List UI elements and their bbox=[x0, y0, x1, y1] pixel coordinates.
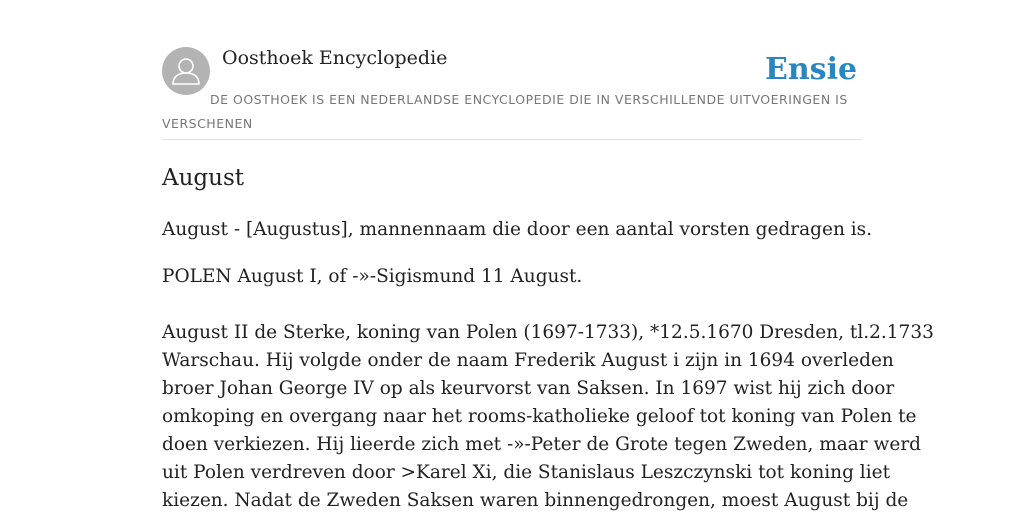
body-line: omkoping en overgang naar het rooms-katholieke geloof tot koning van Polen te bbox=[162, 406, 917, 427]
article-intro: August - [Augustus], mannennaam die door een aantal vorsten gedragen is. bbox=[162, 219, 873, 240]
header-divider bbox=[162, 139, 862, 140]
article-section-polen: POLEN August I, of -»-Sigismund 11 August. bbox=[162, 266, 583, 287]
article-title: August bbox=[162, 165, 245, 191]
body-line: August II de Sterke, koning van Polen (1697-1733), *12.5.1670 Dresden, tl.2.1733 bbox=[162, 322, 934, 343]
body-line: doen verkiezen. Hij lieerde zich met -»-Peter de Grote tegen Zweden, maar werd bbox=[162, 434, 922, 455]
site-tagline: DE OOSTHOEK IS EEN NEDERLANDSE ENCYCLOPEDIE DIE IN VERSCHILLENDE UITVOERINGEN IS VERSCHENEN bbox=[162, 92, 848, 131]
article-body bbox=[162, 319, 934, 512]
body-line: broer Johan George IV op als keurvorst van Saksen. In 1697 wist hij zich door bbox=[162, 378, 895, 399]
brand-logo[interactable]: Ensie bbox=[765, 52, 858, 87]
body-line: uit Polen verdreven door >Karel Xi, die Stanislaus Leszczynski tot koning liet bbox=[162, 462, 891, 483]
body-line: Warschau. Hij volgde onder de naam Frederik August i zijn in 1694 overleden bbox=[162, 350, 894, 371]
site-title[interactable]: Oosthoek Encyclopedie bbox=[222, 47, 448, 69]
body-line: kiezen. Nadat de Zweden Saksen waren binnengedrongen, moest August bij de bbox=[162, 490, 909, 511]
